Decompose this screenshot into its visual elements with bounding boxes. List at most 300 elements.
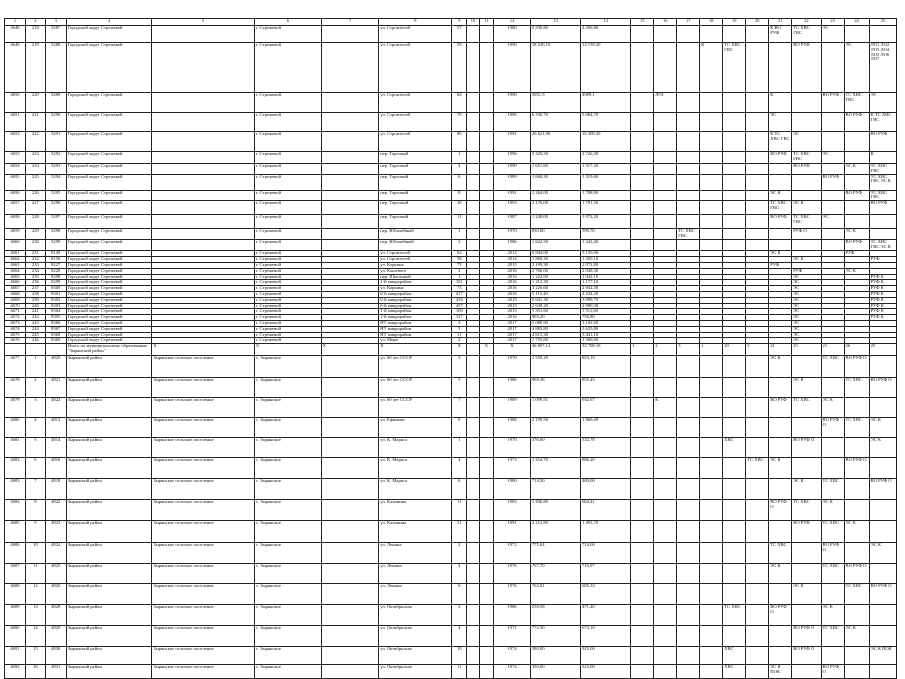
table-cell: 1991: [494, 521, 531, 543]
table-cell: 1: [631, 344, 654, 356]
table-cell: 5: [452, 326, 467, 332]
table-cell: [677, 647, 700, 665]
table-cell: ЭС К: [821, 500, 844, 521]
table-cell: 2: [452, 605, 467, 626]
table-cell: 223: [25, 152, 45, 164]
table-cell: [321, 458, 379, 479]
table-cell: пер. Школьный: [379, 274, 452, 280]
table-cell: ВО РУФ: [792, 164, 821, 175]
table-cell: ТС ХВС ГВС: [723, 43, 746, 93]
table-cell: 6 844,00: [530, 251, 580, 257]
table-cell: К: [769, 93, 792, 113]
table-row: [5, 229, 897, 240]
table-cell: Городской округ Стрежевой: [66, 303, 152, 309]
table-cell: 4653: [5, 152, 26, 164]
table-cell: [723, 174, 746, 190]
table-cell: 4: [452, 164, 467, 175]
table-cell: [746, 113, 769, 132]
table-cell: г. Стрежевой: [254, 152, 321, 164]
table-cell: [769, 229, 792, 240]
table-cell: Зырянское сельское поселение: [152, 500, 254, 521]
table-row: [5, 190, 897, 201]
table-cell: 8304: [45, 309, 66, 315]
table-cell: Зырянское сельское поселение: [152, 564, 254, 584]
table-cell: ТС ХВС: [723, 605, 746, 626]
table-cell: 2 048,30: [581, 268, 631, 274]
table-cell: 10: [452, 647, 467, 665]
table-cell: ЭС К: [821, 605, 844, 626]
table-cell: 1: [452, 229, 467, 240]
table-cell: [321, 398, 379, 418]
table-cell: [479, 26, 494, 43]
table-cell: [654, 438, 677, 458]
table-cell: [479, 521, 494, 543]
table-cell: [769, 479, 792, 500]
table-cell: 8366: [45, 321, 66, 327]
table-cell: [700, 418, 723, 438]
table-cell: Зырянское сельское поселение: [152, 543, 254, 564]
table-cell: 2 264,00: [530, 190, 580, 201]
table-cell: [654, 190, 677, 201]
table-cell: 4654: [5, 164, 26, 175]
column-number: 25: [869, 19, 896, 26]
table-cell: [821, 132, 844, 152]
table-cell: [746, 378, 769, 398]
table-cell: [869, 458, 896, 479]
table-cell: 5298: [45, 229, 66, 240]
table-cell: [321, 626, 379, 647]
table-cell: 4679: [5, 398, 26, 418]
table-cell: [844, 479, 869, 500]
table-cell: [677, 164, 700, 175]
column-number: 23: [821, 19, 844, 26]
table-cell: [631, 43, 654, 93]
table-cell: 1970: [494, 356, 531, 378]
table-cell: К: [869, 152, 896, 164]
table-cell: ТС ХВС: [792, 398, 821, 418]
table-cell: [700, 201, 723, 215]
table-cell: [869, 26, 896, 43]
table-cell: [321, 113, 379, 132]
table-cell: 3 441,10: [581, 332, 631, 338]
table-cell: г. Стрежевой: [254, 332, 321, 338]
table-cell: [746, 174, 769, 190]
table-cell: 4816: [45, 458, 66, 479]
table-row: [5, 626, 897, 647]
table-cell: 8368: [45, 332, 66, 338]
table-cell: [746, 201, 769, 215]
table-cell: 73: [452, 286, 467, 292]
table-cell: [321, 418, 379, 438]
table-cell: г. Стрежевой: [254, 251, 321, 257]
table-cell: [821, 584, 844, 605]
table-cell: [723, 458, 746, 479]
table-cell: 5 084,70: [581, 113, 631, 132]
table-cell: [467, 500, 480, 521]
table-cell: 1 222,90: [530, 274, 580, 280]
table-cell: г. Стрежевой: [254, 201, 321, 215]
table-cell: ЭС К: [769, 458, 792, 479]
table-cell: 243: [25, 321, 45, 327]
table-cell: 8369: [45, 338, 66, 344]
table-cell: 21: [452, 521, 467, 543]
table-cell: 4 234,20: [581, 291, 631, 297]
table-cell: 1 042,10: [581, 274, 631, 280]
table-cell: 4821: [45, 378, 66, 398]
table-cell: К ТС ХВС ГВС: [869, 113, 896, 132]
table-cell: 6: [452, 174, 467, 190]
table-cell: ТС ХВС: [844, 418, 869, 438]
table-row: [5, 174, 897, 190]
table-cell: ТС ХВС: [821, 356, 844, 378]
table-cell: Городской округ Стрежевой: [66, 132, 152, 152]
table-cell: [677, 93, 700, 113]
table-cell: [631, 152, 654, 164]
table-cell: Итого по муниципальному образованию "Зырянский район": [66, 344, 152, 356]
table-cell: 4: [452, 458, 467, 479]
table-cell: Городской округ Стрежевой: [66, 26, 152, 43]
table-cell: ЭС: [792, 297, 821, 303]
table-cell: [479, 215, 494, 229]
table-cell: [479, 240, 494, 251]
table-cell: [631, 240, 654, 251]
table-cell: [769, 626, 792, 647]
table-cell: 236: [25, 280, 45, 286]
table-cell: [746, 356, 769, 378]
table-cell: Городской округ Стрежевой: [66, 274, 152, 280]
table-cell: ВО РУФ: [821, 93, 844, 113]
table-cell: Зырянское сельское поселение: [152, 479, 254, 500]
table-row: [5, 418, 897, 438]
table-cell: [677, 152, 700, 164]
table-cell: Городской округ Стрежевой: [66, 190, 152, 201]
table-cell: 380,00: [530, 647, 580, 665]
table-cell: [746, 229, 769, 240]
table-cell: с. Зырянское: [254, 647, 321, 665]
table-cell: 2015: [494, 297, 531, 303]
table-cell: 127: [452, 315, 467, 321]
table-cell: [321, 665, 379, 679]
table-cell: 4670: [5, 303, 26, 309]
table-cell: [631, 174, 654, 190]
table-cell: [479, 458, 494, 479]
table-cell: 1 454,70: [530, 458, 580, 479]
table-cell: [467, 93, 480, 113]
table-cell: ЭС К: [792, 479, 821, 500]
table-cell: ул. Октябрьская: [379, 665, 452, 679]
table-cell: [792, 93, 821, 113]
table-cell: 1972: [494, 543, 531, 564]
table-cell: [677, 418, 700, 438]
table-cell: 227: [25, 201, 45, 215]
table-cell: 2017: [494, 338, 531, 344]
table-cell: [677, 113, 700, 132]
column-number: 15: [631, 19, 654, 26]
table-cell: ТС ХВС: [821, 564, 844, 584]
table-cell: Городской округ Стрежевой: [66, 326, 152, 332]
table-cell: 5 115,40: [530, 291, 580, 297]
table-cell: 4818: [45, 479, 66, 500]
table-cell: Зырянский район: [66, 356, 152, 378]
table-cell: 5295: [45, 190, 66, 201]
table-row: [5, 215, 897, 229]
table-cell: [844, 665, 869, 679]
table-cell: с. Зырянское: [254, 626, 321, 647]
table-row: [5, 164, 897, 175]
table-cell: 11: [452, 215, 467, 229]
table-cell: 1991: [494, 190, 531, 201]
table-cell: [792, 174, 821, 190]
table-cell: X: [452, 344, 467, 356]
table-cell: г. Стрежевой: [254, 326, 321, 332]
table-cell: ВО РУФ О: [844, 356, 869, 378]
column-number: 18: [700, 19, 723, 26]
table-cell: ТС ХВС: [844, 584, 869, 605]
table-cell: г. Стрежевой: [254, 257, 321, 263]
column-number: 21: [769, 19, 792, 26]
table-cell: ТС ХВС: [821, 521, 844, 543]
table-cell: [321, 26, 379, 43]
table-row: [5, 500, 897, 521]
table-cell: г. Стрежевой: [254, 286, 321, 292]
table-cell: 8: [452, 190, 467, 201]
table-cell: 767,70: [530, 564, 580, 584]
table-cell: Зырянское сельское поселение: [152, 521, 254, 543]
table-cell: 4 883,80: [530, 326, 580, 332]
table-cell: 8367: [45, 326, 66, 332]
table-cell: [479, 479, 494, 500]
table-cell: 2: [25, 378, 45, 398]
table-cell: 8300: [45, 286, 66, 292]
table-cell: К ВО РУФ: [769, 26, 792, 43]
table-cell: [677, 564, 700, 584]
table-cell: 4814: [45, 438, 66, 458]
table-cell: [746, 605, 769, 626]
table-cell: 246: [25, 338, 45, 344]
table-cell: Зырянский район: [66, 665, 152, 679]
table-cell: [654, 543, 677, 564]
table-cell: К: [654, 398, 677, 418]
table-cell: [631, 521, 654, 543]
table-cell: [792, 543, 821, 564]
table-cell: 772,30: [530, 626, 580, 647]
table-cell: 4674: [5, 326, 26, 332]
table-cell: 4685: [5, 521, 26, 543]
table-cell: г. Стрежевой: [254, 93, 321, 113]
document-table: [4, 18, 897, 679]
table-cell: [844, 438, 869, 458]
table-cell: 4656: [5, 190, 26, 201]
table-cell: Городской округ Стрежевой: [66, 315, 152, 321]
table-cell: [152, 132, 254, 152]
table-cell: ВО РУФ: [821, 174, 844, 190]
table-cell: [479, 164, 494, 175]
table-cell: 2: [452, 543, 467, 564]
table-cell: 1987: [494, 215, 531, 229]
table-cell: [769, 438, 792, 458]
table-cell: ул. К. Маркса: [379, 479, 452, 500]
table-cell: 724,00: [581, 543, 631, 564]
table-row: [5, 93, 897, 113]
table-cell: Зырянское сельское поселение: [152, 647, 254, 665]
table-cell: 4667: [5, 286, 26, 292]
table-cell: ул. Ленина: [379, 564, 452, 584]
table-cell: г. Стрежевой: [254, 26, 321, 43]
table-cell: с. Зырянское: [254, 521, 321, 543]
table-cell: 4648: [5, 26, 26, 43]
table-cell: 964,41: [581, 500, 631, 521]
table-cell: РУФ: [844, 251, 869, 257]
table-cell: 4: [452, 564, 467, 584]
table-cell: г. Стрежевой: [254, 190, 321, 201]
table-cell: [844, 605, 869, 626]
table-cell: 244: [25, 326, 45, 332]
table-cell: ТС ХВС ГВС: [869, 190, 896, 201]
table-cell: 1 622,50: [530, 240, 580, 251]
table-cell: [700, 240, 723, 251]
table-cell: 599,70: [581, 229, 631, 240]
table-cell: 2016: [494, 286, 531, 292]
table-cell: 4673: [5, 321, 26, 327]
table-cell: [869, 665, 896, 679]
table-cell: [152, 215, 254, 229]
table-cell: Зырянский район: [66, 418, 152, 438]
table-cell: [631, 665, 654, 679]
table-cell: 2016: [494, 274, 531, 280]
table-cell: [654, 215, 677, 229]
table-cell: [654, 564, 677, 584]
table-cell: [654, 164, 677, 175]
table-cell: ЭС К: [869, 543, 896, 564]
table-cell: ЛО1 ЛО2 ЛО3 ЛО4 ЛО5 ЛО6 ЛО7: [869, 43, 896, 93]
table-cell: 4664: [5, 268, 26, 274]
column-number: 22: [792, 19, 821, 26]
table-cell: 1983: [494, 500, 531, 521]
table-row: [5, 438, 897, 458]
table-cell: [769, 43, 792, 93]
table-cell: [321, 164, 379, 175]
table-cell: [792, 564, 821, 584]
table-cell: [25, 344, 45, 356]
table-cell: [746, 215, 769, 229]
table-cell: ул. Октябрьская: [379, 605, 452, 626]
table-cell: [631, 418, 654, 438]
table-cell: [821, 458, 844, 479]
table-cell: [844, 647, 869, 665]
table-cell: 16: [25, 665, 45, 679]
table-cell: ЭС К: [792, 378, 821, 398]
table-cell: Зырянский район: [66, 398, 152, 418]
table-cell: 4824: [45, 543, 66, 564]
table-cell: [792, 458, 821, 479]
table-cell: ул. Коркина: [379, 262, 452, 268]
table-cell: 469,00: [581, 479, 631, 500]
table-cell: 21: [769, 344, 792, 356]
table-cell: [869, 605, 896, 626]
table-cell: [654, 665, 677, 679]
table-cell: 4687: [5, 564, 26, 584]
table-cell: [631, 164, 654, 175]
table-cell: ТС ХВС ГВС: [844, 93, 869, 113]
table-cell: 4649: [5, 43, 26, 93]
table-cell: X: [254, 344, 321, 356]
table-cell: ЭС: [792, 338, 821, 344]
table-cell: ул. 60 лет СССР: [379, 356, 452, 378]
table-cell: [152, 201, 254, 215]
table-cell: РУФ К: [869, 297, 896, 303]
table-cell: Городской округ Стрежевой: [66, 297, 152, 303]
table-cell: Городской округ Стрежевой: [66, 321, 152, 327]
table-cell: ул. Мира: [379, 338, 452, 344]
table-cell: ВО РУФ О: [821, 418, 844, 438]
table-cell: 1996: [494, 152, 531, 164]
table-cell: [746, 500, 769, 521]
table-cell: 332,78: [581, 438, 631, 458]
table-cell: ул. Ефимова: [379, 418, 452, 438]
table-cell: 4682: [5, 458, 26, 479]
table-cell: [844, 201, 869, 215]
table-cell: 1 651,60: [530, 164, 580, 175]
table-cell: [700, 398, 723, 418]
table-cell: 13: [25, 605, 45, 626]
table-cell: 4 206,80: [581, 26, 631, 43]
table-cell: с. Зырянское: [254, 500, 321, 521]
table-cell: ЭС К ПОК: [769, 665, 792, 679]
table-cell: Городской округ Стрежевой: [66, 262, 152, 268]
table-cell: ТС ХВС: [769, 543, 792, 564]
table-cell: ЭС К: [769, 564, 792, 584]
table-cell: 1976: [494, 564, 531, 584]
table-cell: 228: [25, 215, 45, 229]
table-cell: [723, 543, 746, 564]
table-cell: 5296: [45, 201, 66, 215]
table-cell: [631, 215, 654, 229]
table-cell: [152, 26, 254, 43]
column-number: 5: [152, 19, 254, 26]
table-cell: ул. Строителей: [379, 132, 452, 152]
table-cell: [677, 356, 700, 378]
table-cell: ЭС К: [844, 268, 869, 274]
table-cell: ул. Ленина: [379, 543, 452, 564]
table-row: [5, 152, 897, 164]
table-cell: [631, 479, 654, 500]
table-cell: 1996: [494, 113, 531, 132]
table-cell: 235: [25, 274, 45, 280]
table-cell: 239: [25, 297, 45, 303]
table-cell: [769, 174, 792, 190]
table-cell: [467, 398, 480, 418]
table-cell: 4692: [5, 665, 26, 679]
column-number: 19: [723, 19, 746, 26]
table-cell: [723, 229, 746, 240]
table-cell: 4672: [5, 315, 26, 321]
table-cell: 1990: [494, 93, 531, 113]
table-cell: [152, 152, 254, 164]
table-cell: 1 212,30: [530, 280, 580, 286]
table-cell: г. Стрежевой: [254, 280, 321, 286]
table-row: [5, 584, 897, 605]
column-number: 2: [25, 19, 45, 26]
table-cell: 2 766,00: [530, 268, 580, 274]
table-cell: г. Стрежевой: [254, 215, 321, 229]
table-cell: [677, 665, 700, 679]
table-cell: 21: [821, 344, 844, 356]
table-cell: [654, 378, 677, 398]
table-cell: 1-й микрорайон: [379, 309, 452, 315]
table-cell: 1 781,50: [581, 201, 631, 215]
table-row: [5, 43, 897, 93]
table-cell: ул. К. Маркса: [379, 438, 452, 458]
